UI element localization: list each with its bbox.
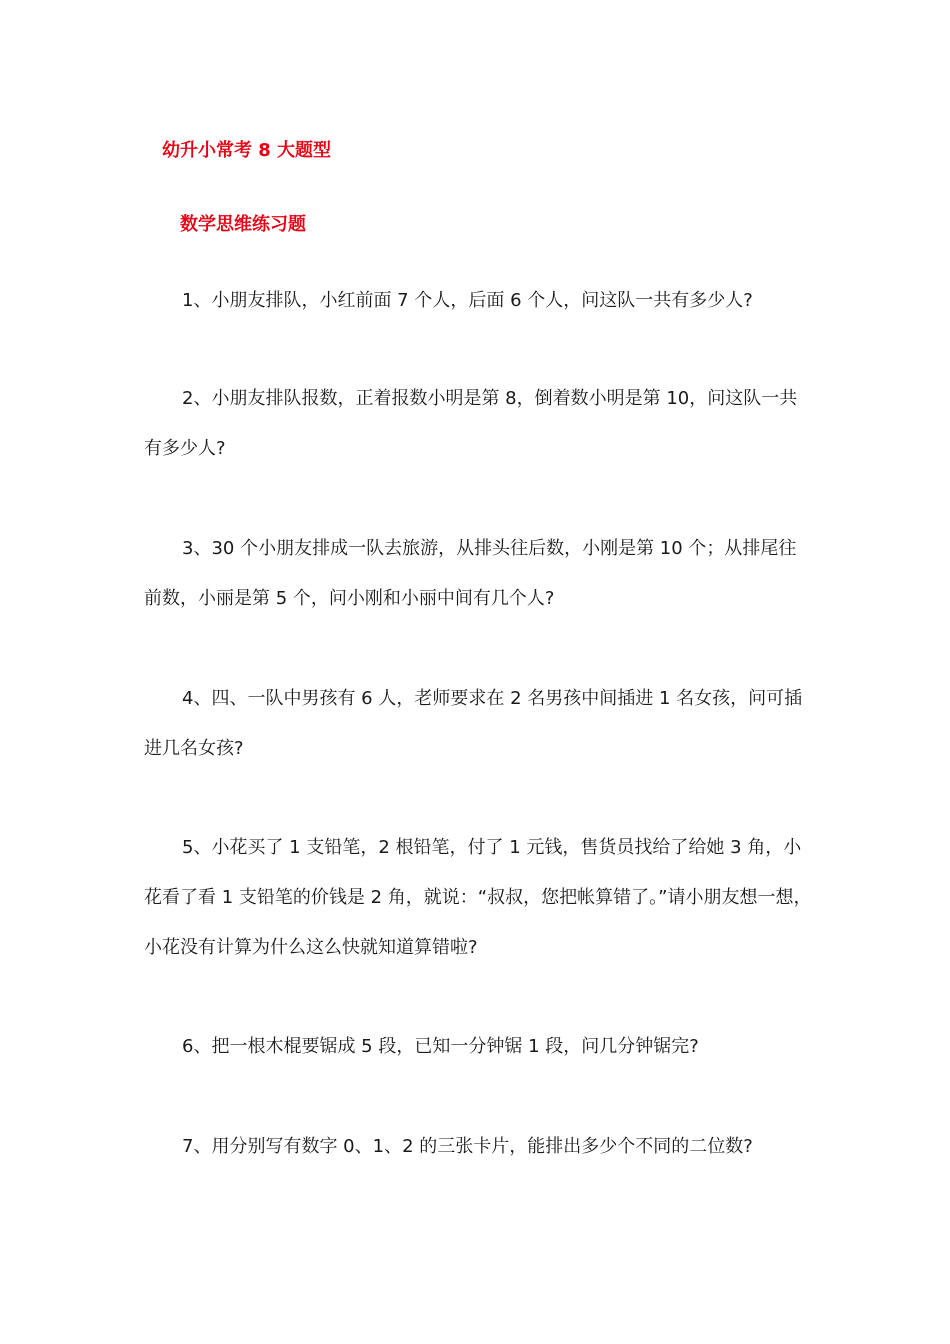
document-subtitle: 数学思维练习题 (180, 214, 306, 235)
question-5: 5、小花买了 1 支铅笔，2 根铅笔，付了 1 元钱，售货员找给了给她 3 角，小花看了看 1 支铅笔的价钱是 2 角，就说：“叔叔，您把帐算错了。”请小朋友想一想，小花没有计算为什么这么快就知道算错啦? (144, 837, 812, 958)
question-1: 1、小朋友排队，小红前面 7 个人，后面 6 个人，问这队一共有多少人? (182, 290, 753, 311)
question-4: 4、四、一队中男孩有 6 人，老师要求在 2 名男孩中间插进 1 名女孩，问可插进几名女孩? (144, 688, 803, 759)
question-7: 7、用分别写有数字 0、1、2 的三张卡片，能排出多少个不同的二位数? (182, 1136, 753, 1157)
question-3: 3、30 个小朋友排成一队去旅游，从排头往后数，小刚是第 10 个；从排尾往前数，小丽是第 5 个，问小刚和小丽中间有几个人? (144, 538, 797, 609)
question-2: 2、小朋友排队报数，正着报数小明是第 8，倒着数小明是第 10，问这队一共有多少人? (144, 388, 798, 459)
question-6: 6、把一根木棍要锯成 5 段，已知一分钟锯 1 段，问几分钟锯完? (182, 1036, 699, 1057)
document-title: 幼升小常考 8 大题型 (162, 140, 332, 161)
